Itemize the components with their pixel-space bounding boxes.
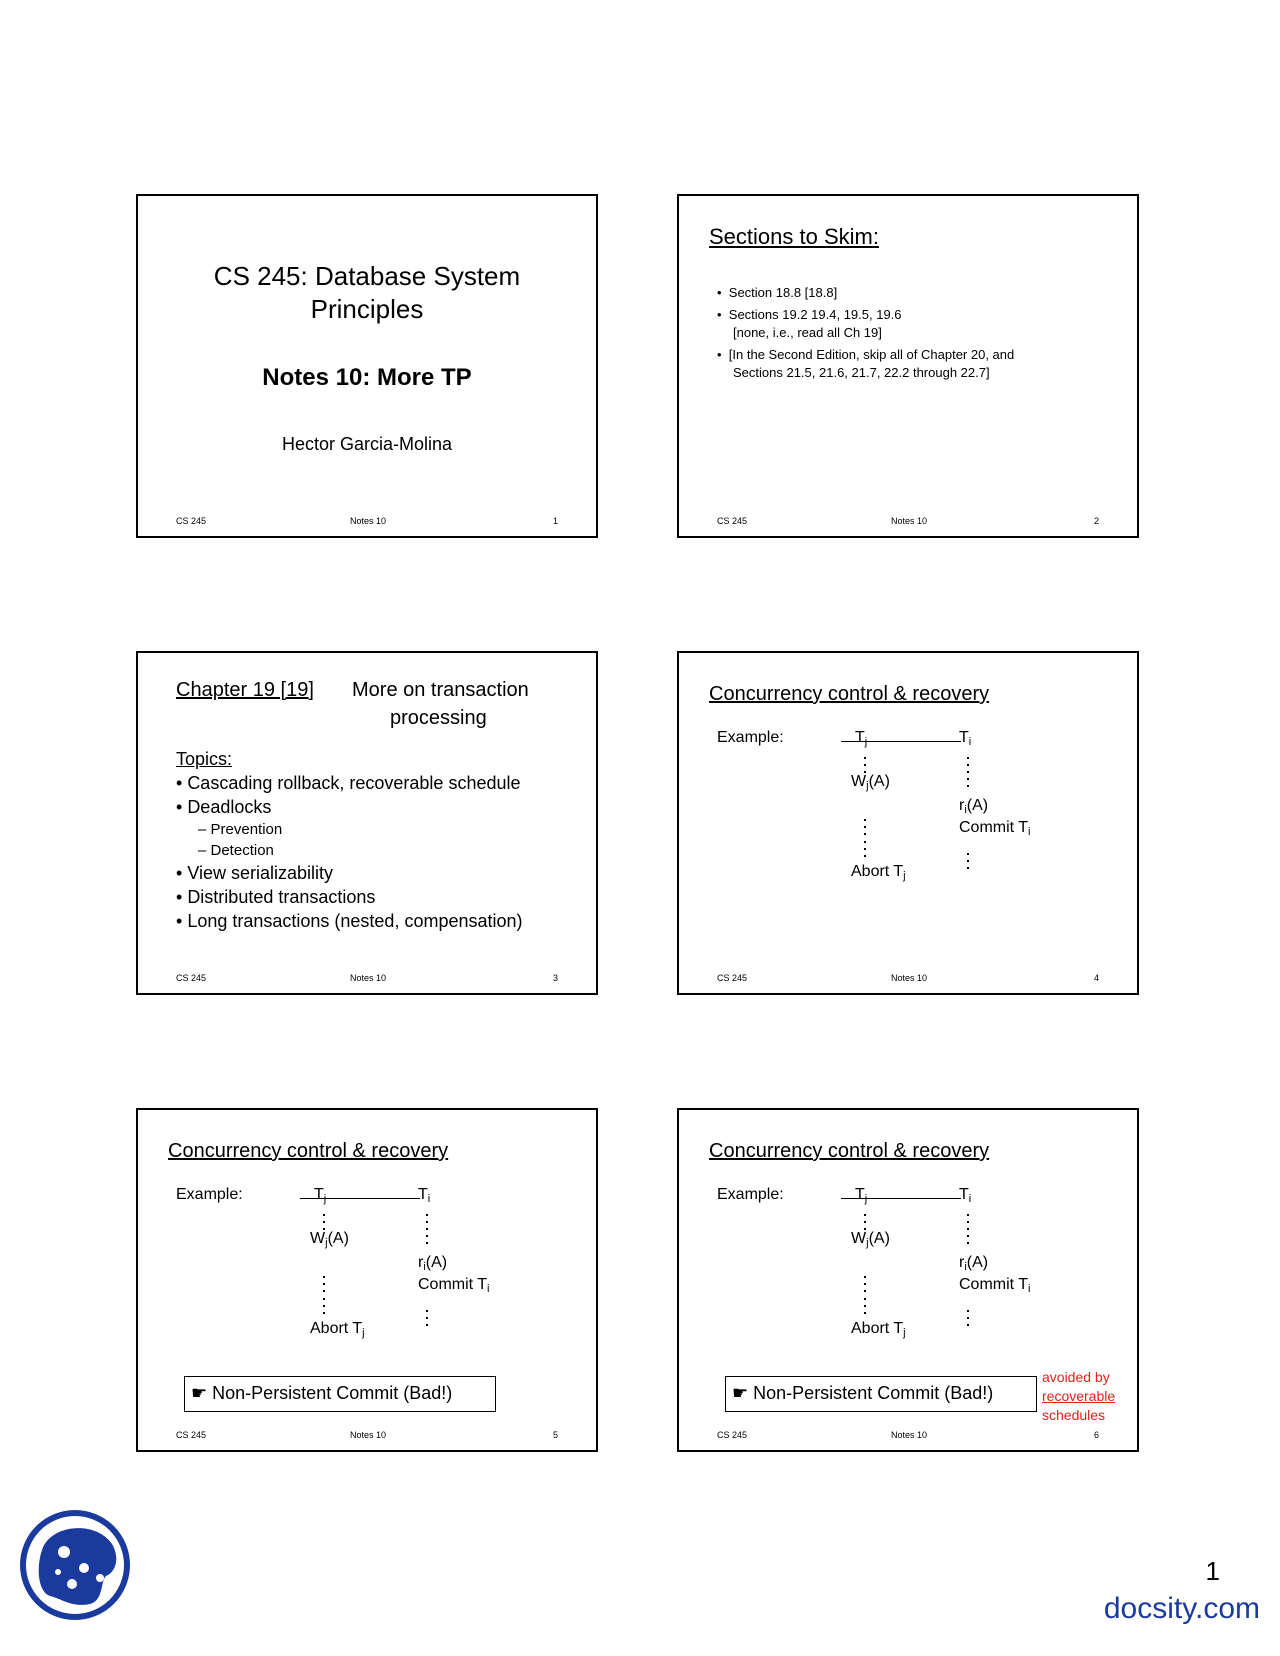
slide3-topic-5: Long transactions (nested, compensation) xyxy=(187,911,523,931)
slide2-bullet-3-cont: Sections 21.5, 21.6, 21.7, 22.2 through 22.7] xyxy=(733,365,990,380)
cc-commit-op: Commit $T_i$ xyxy=(959,1276,1031,1295)
cc-ti-header: $T_i$ xyxy=(959,1186,972,1205)
cc-tj-header: $T_j$ xyxy=(855,729,868,748)
slide3-topic-3: View serializability xyxy=(187,863,334,883)
cc-example-label: Example: xyxy=(717,729,784,746)
slide3-topic-2b: – Detection xyxy=(198,842,274,859)
callout-box xyxy=(725,1376,1037,1412)
docsity-logo-icon xyxy=(20,1510,130,1620)
footer-notes: Notes 10 xyxy=(891,516,928,526)
cc-title: Concurrency control & recovery xyxy=(709,1140,990,1162)
ellipsis-icon xyxy=(864,819,867,840)
annotation-note xyxy=(1042,1368,1115,1425)
callout-text: Non-Persistent Commit (Bad!) xyxy=(212,1383,453,1403)
footer-course: CS 245 xyxy=(176,973,207,983)
callout-box xyxy=(184,1376,496,1412)
page-number: 1 xyxy=(1205,1556,1220,1586)
cc-example-label: Example: xyxy=(176,1186,243,1203)
slide2-title: Sections to Skim: xyxy=(709,224,879,249)
ellipsis-icon xyxy=(864,1298,867,1319)
cc-commit-op: Commit $T_i$ xyxy=(959,819,1031,838)
pointing-hand-icon: ☛ xyxy=(191,1383,208,1403)
annotation-line-3: schedules xyxy=(1042,1407,1106,1423)
ellipsis-icon xyxy=(323,1298,326,1319)
slide3-topic-2a: – Prevention xyxy=(198,821,283,838)
footer-page: 5 xyxy=(552,1430,558,1440)
cc-write-op: $W_j(A)$ xyxy=(851,1230,890,1249)
bullet-icon: • xyxy=(176,797,188,817)
slide3-topic-4: Distributed transactions xyxy=(187,887,376,907)
bullet-icon: • xyxy=(176,863,188,883)
slide2-bullet-2: Sections 19.2 19.4, 19.5, 19.6 xyxy=(728,307,902,322)
footer-page: 4 xyxy=(1093,973,1099,983)
slide3-topics-label: Topics: xyxy=(176,749,233,769)
slide-4 xyxy=(677,651,1139,995)
ellipsis-icon xyxy=(967,757,970,792)
footer-notes: Notes 10 xyxy=(350,516,387,526)
cc-example-label: Example: xyxy=(717,1186,784,1203)
docsity-logo xyxy=(20,1510,130,1620)
cc-ti-header: $T_i$ xyxy=(959,729,972,748)
slide3-topic-2: Deadlocks xyxy=(187,797,272,817)
footer-page: 2 xyxy=(1093,516,1099,526)
annotation-line-1: avoided by xyxy=(1042,1369,1110,1385)
cc-ti-header: $T_i$ xyxy=(418,1186,431,1205)
cc-read-op: $r_i(A)$ xyxy=(959,797,989,816)
footer-page: 1 xyxy=(552,516,558,526)
bullet-icon: • xyxy=(176,887,188,907)
slide2-bullet-3: [In the Second Edition, skip all of Chapter 20, and xyxy=(728,347,1015,362)
callout-text: Non-Persistent Commit (Bad!) xyxy=(753,1383,994,1403)
cc-read-op: $r_i(A)$ xyxy=(959,1254,989,1273)
slide2-bullet-1: Section 18.8 [18.8] xyxy=(728,285,838,300)
ellipsis-icon xyxy=(864,841,867,862)
footer-notes: Notes 10 xyxy=(350,973,387,983)
cc-write-op: $W_j(A)$ xyxy=(851,773,890,792)
ellipsis-icon xyxy=(864,1276,867,1297)
cc-abort-op: Abort $T_j$ xyxy=(851,1320,906,1339)
cc-title: Concurrency control & recovery xyxy=(168,1140,449,1162)
slide-1 xyxy=(136,194,598,538)
bullet-icon: • xyxy=(717,347,729,362)
cc-write-op: $W_j(A)$ xyxy=(310,1230,349,1249)
footer-course: CS 245 xyxy=(717,516,748,526)
cc-tj-header: $T_j$ xyxy=(855,1186,868,1205)
slide-6 xyxy=(677,1108,1139,1452)
bullet-icon: • xyxy=(176,773,188,793)
ellipsis-icon xyxy=(426,1310,429,1331)
docsity-brand-link[interactable]: docsity.com xyxy=(1103,1592,1260,1625)
slide1-subtitle: Notes 10: More TP xyxy=(262,364,472,391)
slide-3 xyxy=(136,651,598,995)
bullet-icon: • xyxy=(717,307,729,322)
ellipsis-icon xyxy=(967,1214,970,1249)
slide1-author: Hector Garcia-Molina xyxy=(281,434,453,454)
ellipsis-icon xyxy=(967,853,970,874)
cc-read-op: $r_i(A)$ xyxy=(418,1254,448,1273)
slide3-title-b: processing xyxy=(390,707,487,729)
cc-abort-op: Abort $T_j$ xyxy=(851,863,906,882)
bullet-icon: • xyxy=(176,911,188,931)
cc-abort-op: Abort $T_j$ xyxy=(310,1320,365,1339)
slide3-chapter: Chapter 19 [19] xyxy=(176,679,314,701)
cc-tj-header: $T_j$ xyxy=(314,1186,327,1205)
footer-course: CS 245 xyxy=(176,1430,207,1440)
slide-2 xyxy=(677,194,1139,538)
cc-commit-op: Commit $T_i$ xyxy=(418,1276,490,1295)
footer-page: 6 xyxy=(1093,1430,1099,1440)
ellipsis-icon xyxy=(967,1310,970,1331)
slide1-title-line1: CS 245: Database System xyxy=(213,261,521,291)
footer-page: 3 xyxy=(552,973,558,983)
footer-notes: Notes 10 xyxy=(891,973,928,983)
pointing-hand-icon: ☛ xyxy=(732,1383,749,1403)
footer-notes: Notes 10 xyxy=(891,1430,928,1440)
bullet-icon: • xyxy=(717,285,729,300)
footer-course: CS 245 xyxy=(717,1430,748,1440)
slide3-topic-1: Cascading rollback, recoverable schedule xyxy=(187,773,521,793)
footer-course: CS 245 xyxy=(717,973,748,983)
ellipsis-icon xyxy=(323,1276,326,1297)
slide2-bullet-2-cont: [none, i.e., read all Ch 19] xyxy=(733,325,882,340)
ellipsis-icon xyxy=(426,1214,429,1249)
footer-notes: Notes 10 xyxy=(350,1430,387,1440)
slide1-title-line2: Principles xyxy=(310,294,424,324)
slide-5 xyxy=(136,1108,598,1452)
footer-course: CS 245 xyxy=(176,516,207,526)
cc-title: Concurrency control & recovery xyxy=(709,683,990,705)
slide3-title-a: More on transaction xyxy=(352,679,529,701)
annotation-line-2[interactable]: recoverable xyxy=(1042,1388,1116,1404)
